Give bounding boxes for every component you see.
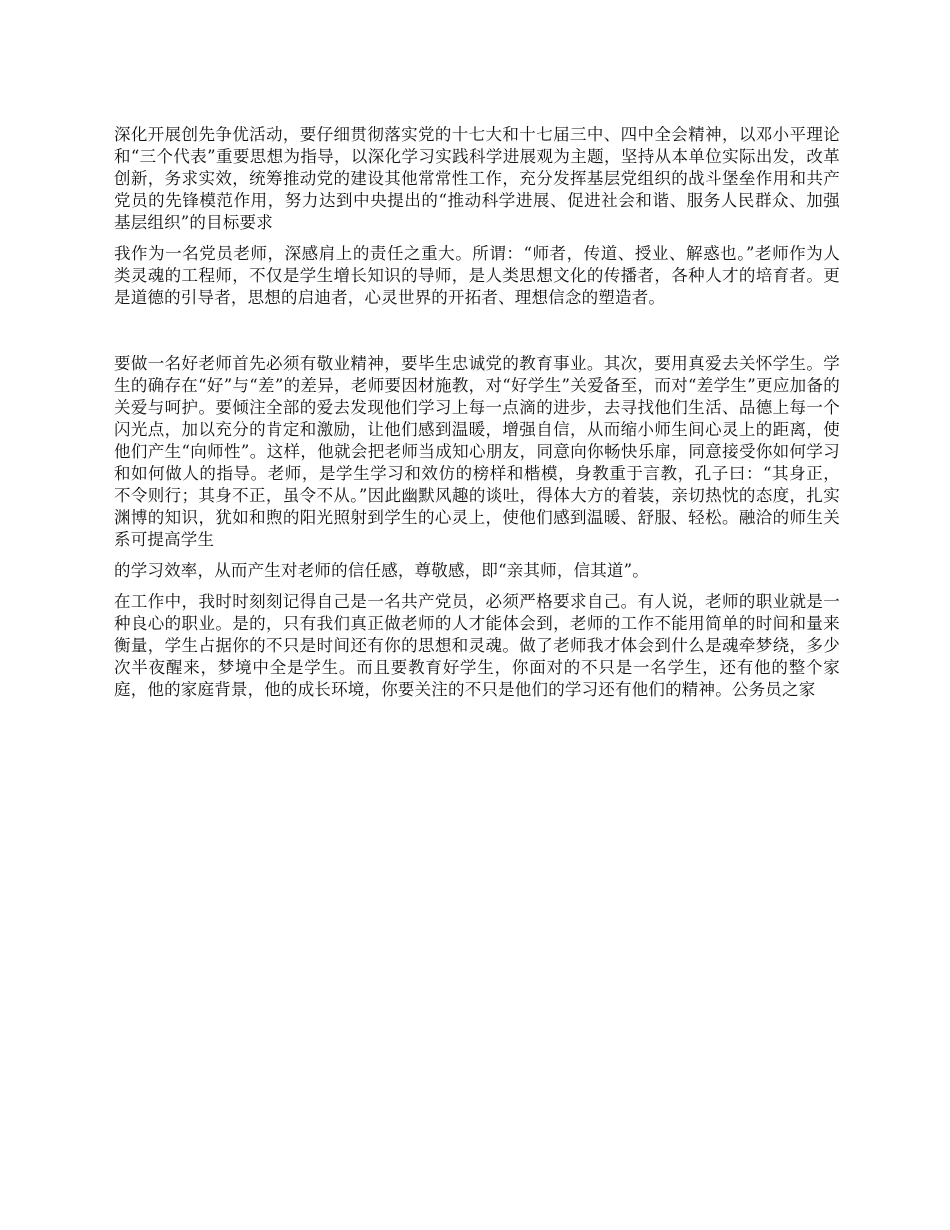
paragraph-spacer <box>114 582 840 591</box>
paragraph-5: 在工作中，我时时刻刻记得自己是一名共产党员，必须严格要求自己。有人说，老师的职业就是一种良心的职业。是的，只有我们真正做老师的人才能体会到，老师的工作不能用简单的时间和量来衡量，学生占据你的不只是时间还有你的思想和灵魂。做了老师我才体会到什么是魂牵梦绕，多少次半夜醒来，梦境中全是学生。而且要教育好学生，你面对的不只是一名学生，还有他的整个家庭，他的家庭背景，他的成长环境，你要关注的不只是他们的学习还有他们的精神。公务员之家 <box>114 592 840 699</box>
paragraph-1: 深化开展创先争优活动，要仔细贯彻落实党的十七大和十七届三中、四中全会精神，以邓小平理论和“三个代表”重要思想为指导，以深化学习实践科学进展观为主题，坚持从本单位实际出发，改革创新，务求实效，统筹推动党的建设其他常常性工作，充分发挥基层党组织的战斗堡垒作用和共产党员的先锋模范作用，努力达到中央提出的“推动科学进展、促进社会和谐、服务人民群众、加强基层组织”的目标要求 <box>114 125 840 232</box>
document-body <box>114 124 840 701</box>
paragraph-4: 的学习效率，从而产生对老师的信任感，尊敬感，即“亲其师，信其道”。 <box>114 561 649 580</box>
paragraph-spacer <box>114 234 840 243</box>
paragraph-spacer <box>114 551 840 560</box>
paragraph-3: 要做一名好老师首先必须有敬业精神，要毕生忠诚党的教育事业。其次，要用真爱去关怀学生。学生的确存在“好”与“差”的差异，老师要因材施教，对“好学生”关爱备至，而对“差学生”更应加备的关爱与呵护。要倾注全部的爱去发现他们学习上每一点滴的进步，去寻找他们生活、品德上每一个闪光点，加以充分的肯定和激励，让他们感到温暖，增强自信，从而缩小师生间心灵上的距离，使他们产生“向师性”。这样，他就会把老师当成知心朋友，同意向你畅快乐扉，同意接受你如何学习和如何做人的指导。老师，是学生学习和效仿的榜样和楷模，身教重于言教，孔子曰：“其身正，不令则行；其身不正，虽令不从。”因此幽默风趣的谈吐，得体大方的着装，亲切热忱的态度，扎实渊博的知识，犹如和煦的阳光照射到学生的心灵上，使他们感到温暖、舒服、轻松。融洽的师生关系可提高学生 <box>114 354 840 549</box>
paragraph-spacer <box>114 309 840 353</box>
paragraph-2: 我作为一名党员老师，深感肩上的责任之重大。所谓：“师者，传道、授业、解惑也。”老师作为人类灵魂的工程师，不仅是学生增长知识的导师，是人类思想文化的传播者，各种人才的培育者。更是道德的引导者，思想的启迪者，心灵世界的开拓者、理想信念的塑造者。 <box>114 244 840 307</box>
